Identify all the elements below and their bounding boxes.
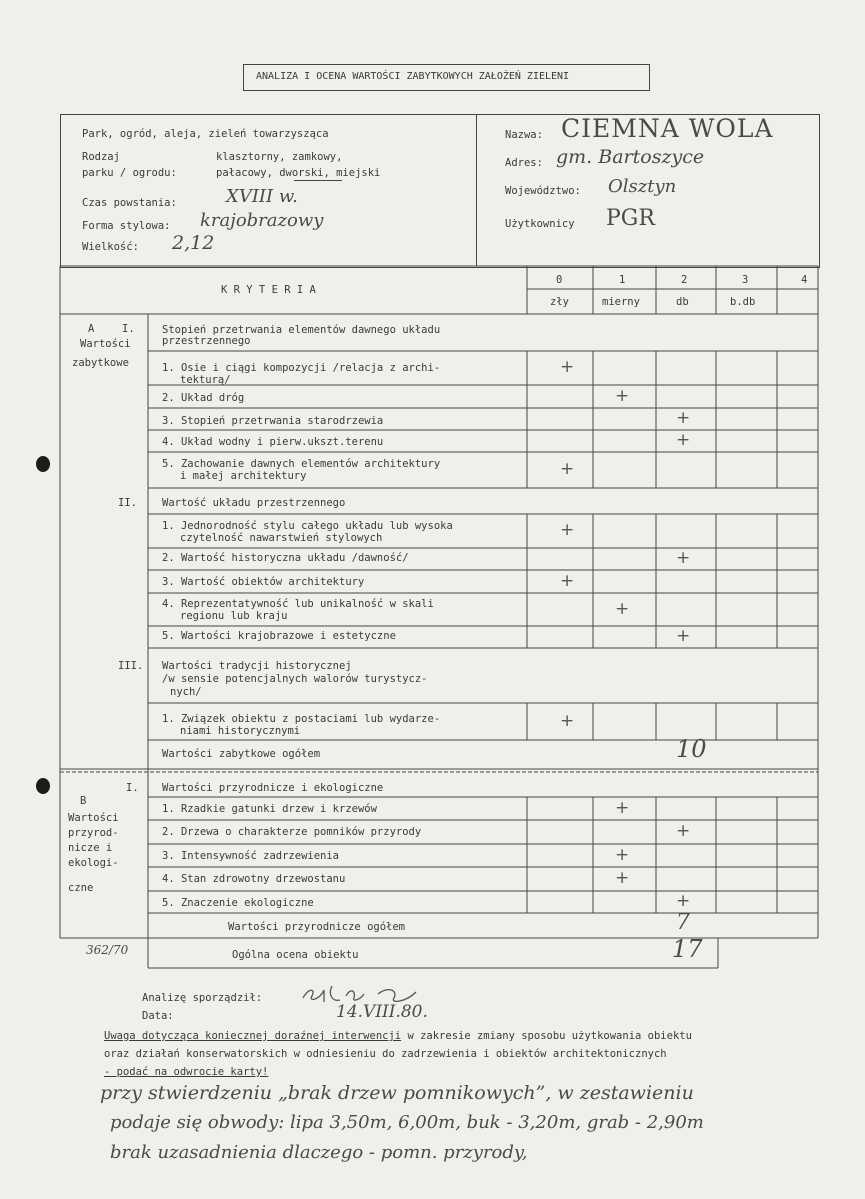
score-2-header: 2 [681,274,688,286]
section-b-num: I. [126,782,139,794]
a-g3-title-2: /w sensie potencjalnych walorów turystycz- [162,673,428,685]
a-g1-item-1-l2: tekturą/ [180,374,231,386]
a-g2-item-4-l2: regionu lub kraju [180,610,288,622]
score-0-header: 0 [556,274,563,286]
score-3-header: 3 [742,274,749,286]
wielkosc-value: 2,12 [172,232,215,254]
a-g1-mark-4: + [676,430,691,450]
a-g2-item-3: 3. Wartość obiektów architektury [162,576,365,588]
b-g1-title: Wartości przyrodnicze i ekologiczne [162,782,384,794]
b-item-4: 4. Stan zdrowotny drzewostanu [162,873,346,885]
a-g1-mark-1: + [560,357,575,377]
a-g2-item-1-l1: 1. Jednorodność stylu całego układu lub wysoka [162,520,453,532]
b-total-label: Wartości przyrodnicze ogółem [228,921,406,933]
rodzaj-label: Rodzaj [82,151,120,163]
score-1-label: mierny [602,296,640,308]
b-item-5: 5. Znaczenie ekologiczne [162,897,314,909]
a-g1-item-5-l1: 5. Zachowanie dawnych elementów architektury [162,458,441,470]
date-value: 14.VIII.80. [336,1002,428,1022]
section-b-letter: B [80,795,87,807]
handwritten-note-2: podaje się obwody: lipa 3,50m, 6,00m, buk - 3,20m, grab - 2,90m [110,1112,704,1133]
note-line-2: oraz działań konserwatorskich w odniesieniu do zadrzewienia i obiektów architektonicznych [104,1048,667,1060]
a-g1-mark-5: + [560,459,575,479]
date-label: Data: [142,1010,174,1022]
czas-value: XVIII w. [226,186,298,207]
b-mark-2: + [676,821,691,841]
nazwa-value: CIEMNA WOLA [561,114,774,143]
wojewodztwo-label: Województwo: [505,185,581,197]
page-title: ANALIZA I OCENA WARTOŚCI ZABYTKOWYCH ZAŁOŻEŃ ZIELENI [256,71,570,82]
a-g1-mark-2: + [615,386,630,406]
score-3-label: b.db [730,296,756,308]
a-g1-item-4: 4. Układ wodny i pierw.ukszt.terenu [162,436,384,448]
handwritten-note-1: przy stwierdzeniu „brak drzew pomnikowych”, w zestawieniu [100,1082,694,1104]
a-g2-mark-2: + [676,548,691,568]
overall-value: 17 [672,935,703,963]
b-item-2: 2. Drzewa o charakterze pomników przyrody [162,826,422,838]
a-g1-item-1-l1: 1. Osie i ciągi kompozycji /relacja z archi- [162,362,441,374]
adres-label: Adres: [505,157,543,169]
b-item-1: 1. Rzadkie gatunki drzew i krzewów [162,803,377,815]
section-b-label-5: czne [68,882,94,894]
a-g2-mark-1: + [560,520,575,540]
forma-label: Forma stylowa: [82,220,171,232]
note-line-1-rest: w zakresie zmiany sposobu użytkowania obiektu [401,1030,692,1042]
a-g3-mark-1: + [560,711,575,731]
parku-label: parku / ogrodu: [82,167,177,179]
b-total-value: 7 [676,910,690,935]
b-mark-3: + [615,845,630,865]
a-g1-item-5-l2: i małej architektury [180,470,307,482]
score-2-label: db [676,296,689,308]
a-total-label: Wartości zabytkowe ogółem [162,748,321,760]
nazwa-label: Nazwa: [505,129,543,141]
section-b-label-2: przyrod- [68,827,119,839]
section-b-label-3: nicze i [68,842,113,854]
a-g2-item-5: 5. Wartości krajobrazowe i estetyczne [162,630,396,642]
a-g2-mark-5: + [676,626,691,646]
czas-label: Czas powstania: [82,197,177,209]
score-1-header: 1 [619,274,626,286]
a-g1-item-2: 2. Układ dróg [162,392,245,404]
a-g1-mark-3: + [676,408,691,428]
note-line-1 [104,1030,692,1042]
uzytkownicy-value: PGR [606,206,655,231]
wielkosc-label: Wielkość: [82,241,139,253]
score-0-label: zły [550,296,569,308]
b-mark-5: + [676,891,691,911]
a-g2-item-1-l2: czytelność nawarstwień stylowych [180,532,383,544]
note-line-3: - podać na odwrocie karty! [104,1066,269,1078]
section-a-label-1: Wartości [80,338,131,350]
section-a-num: I. [122,323,135,335]
a-g2-num: II. [118,497,137,509]
uzytkownicy-label: Użytkownicy [505,218,575,230]
a-g1-item-3: 3. Stopień przetrwania starodrzewia [162,415,384,427]
a-g3-item-1-l2: niami historycznymi [180,725,301,737]
park-types-line: Park, ogród, aleja, zieleń towarzysząca [82,128,329,140]
a-g3-num: III. [118,660,144,672]
adres-value: gm. Bartoszyce [556,146,705,168]
a-total-value: 10 [676,735,707,763]
forma-value: krajobrazowy [200,210,324,231]
section-b-label-4: ekologi- [68,857,119,869]
analysis-label: Analizę sporządził: [142,992,263,1004]
b-mark-4: + [615,868,630,888]
a-g3-title-1: Wartości tradycji historycznej [162,660,352,672]
note-underlined: Uwaga dotycząca koniecznej doraźnej interwencji [104,1030,402,1042]
a-g1-title-2: przestrzennego [162,335,251,347]
document-number: 362/70 [86,943,129,957]
rodzaj-options: klasztorny, zamkowy, [216,151,343,163]
a-g2-title: Wartość układu przestrzennego [162,497,346,509]
a-g2-item-4-l1: 4. Reprezentatywność lub unikalność w skali [162,598,434,610]
section-a-label-2: zabytkowe [72,357,129,369]
b-item-3: 3. Intensywność zadrzewienia [162,850,340,862]
section-a-letter: A [88,323,95,335]
a-g1-title-1: Stopień przetrwania elementów dawnego układu [162,324,441,336]
a-g2-item-2: 2. Wartość historyczna układu /dawność/ [162,552,409,564]
b-mark-1: + [615,798,630,818]
a-g2-mark-3: + [560,571,575,591]
a-g3-title-3: nych/ [170,686,202,698]
parku-options: pałacowy, dworski, miejski [216,167,381,179]
a-g2-mark-4: + [615,599,630,619]
section-b-label-1: Wartości [68,812,119,824]
handwritten-note-3: brak uzasadnienia dlaczego - pomn. przyrody, [110,1142,528,1163]
kryteria-header: K R Y T E R I A [221,284,316,296]
wojewodztwo-value: Olsztyn [608,176,677,197]
a-g3-item-1-l1: 1. Związek obiektu z postaciami lub wydarze- [162,713,441,725]
score-4-header: 4 [801,274,808,286]
overall-label: Ogólna ocena obiektu [232,949,359,961]
